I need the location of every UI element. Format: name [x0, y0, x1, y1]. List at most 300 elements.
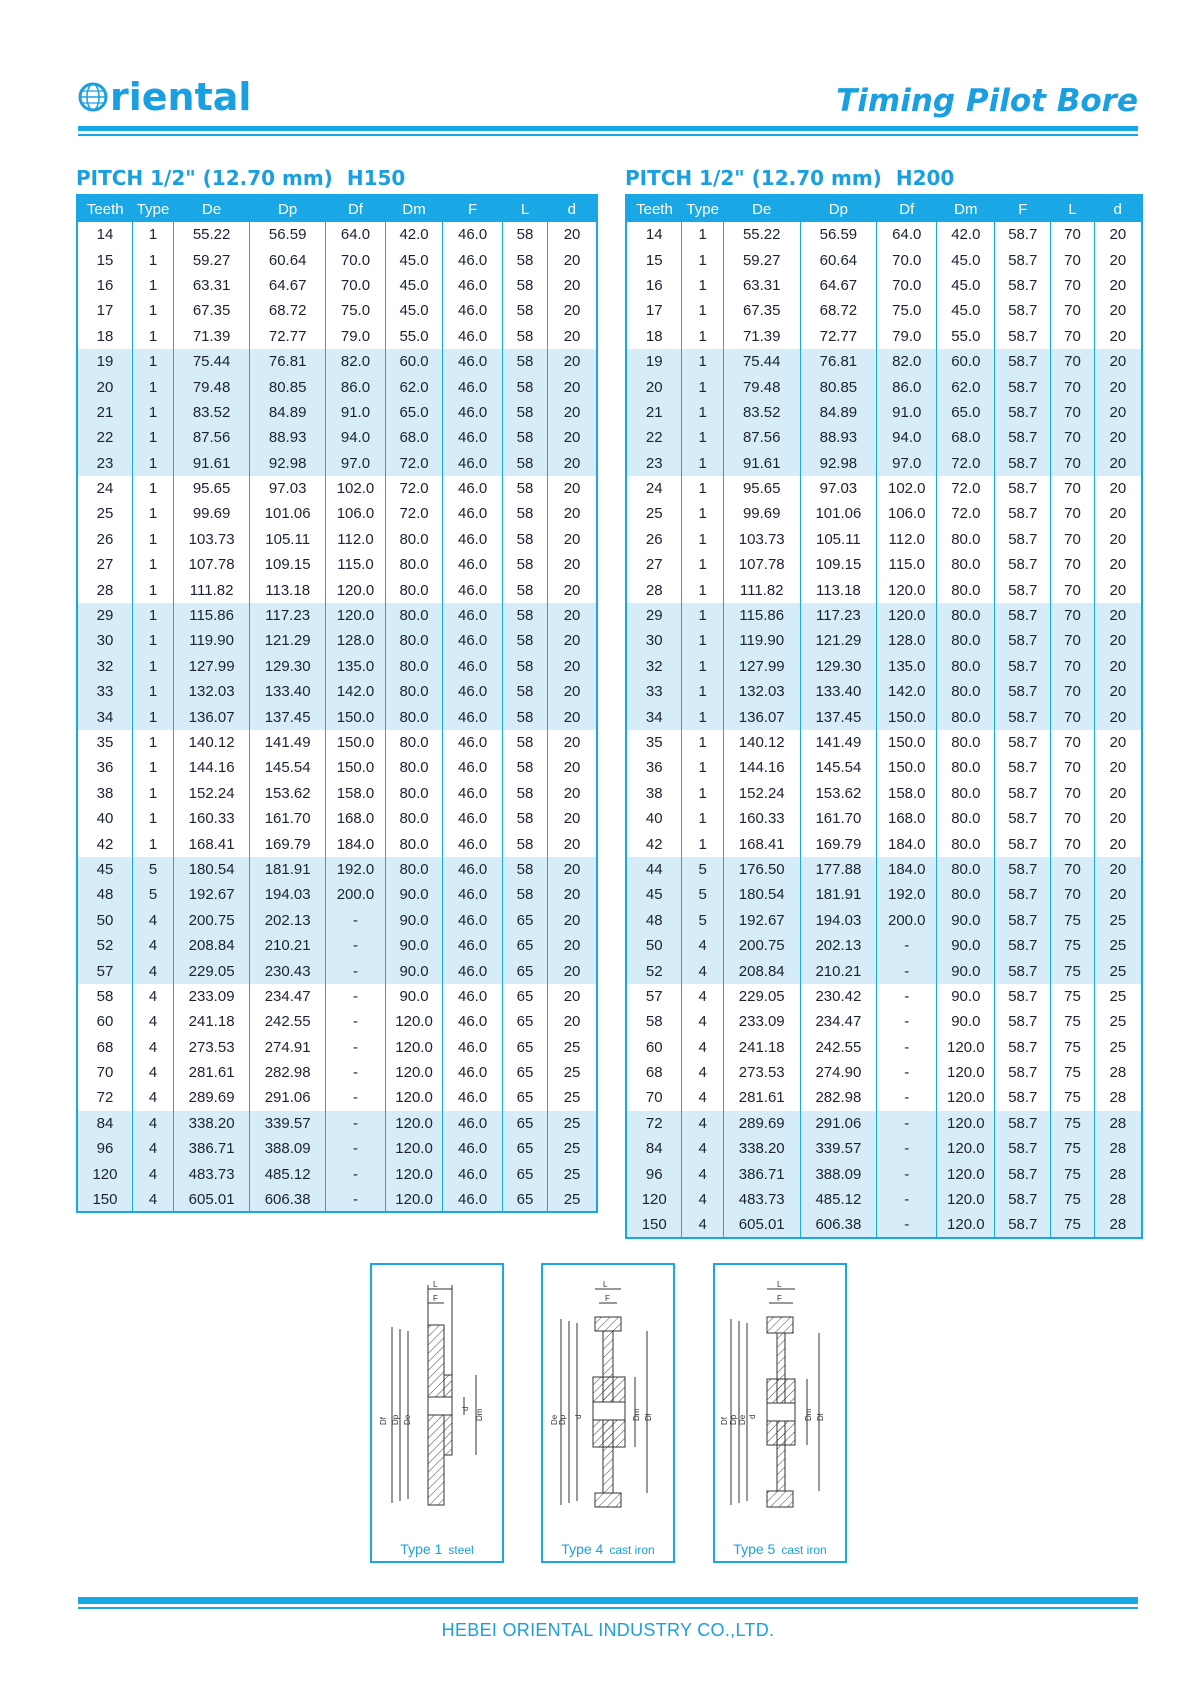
table-cell: 291.06	[800, 1111, 877, 1136]
table-cell: 105.11	[800, 527, 877, 552]
table-cell: 234.47	[250, 984, 326, 1009]
table-cell: 18	[645, 327, 663, 345]
table-cell: 58.7	[995, 400, 1051, 425]
table-cell: 91.0	[326, 400, 386, 425]
table-cell: 19	[626, 349, 682, 374]
table-cell: 55.22	[723, 222, 800, 247]
table-cell: -	[326, 1136, 386, 1161]
table-cell: 1	[682, 476, 723, 501]
dim-De-label: De	[403, 1414, 412, 1425]
table-cell: 65	[502, 1060, 547, 1085]
table-cell: 46.0	[443, 857, 503, 882]
table-row	[626, 1187, 1142, 1212]
table-row	[77, 755, 597, 780]
table-cell: 20	[1094, 552, 1142, 577]
table-cell: 70	[1051, 222, 1095, 247]
table-cell: -	[326, 1009, 386, 1034]
table-cell: 20	[548, 1009, 597, 1034]
table-cell: 485.12	[250, 1161, 326, 1186]
table-cell: 58.7	[995, 527, 1051, 552]
table-cell: 58.7	[995, 1085, 1051, 1110]
table-cell: 5	[682, 882, 723, 907]
table-cell: 184.0	[326, 831, 386, 856]
pitch-label: PITCH 1/2" (12.70 mm)	[625, 166, 882, 190]
table-cell: 233.09	[174, 984, 250, 1009]
table-cell: 291.06	[250, 1085, 326, 1110]
table-cell: 58.7	[995, 933, 1051, 958]
table-cell: 46.0	[443, 527, 503, 552]
pitch-label: PITCH 1/2" (12.70 mm)	[76, 166, 333, 190]
dim-Dm-label: Dm	[475, 1408, 484, 1421]
table-cell: 75	[1051, 1085, 1095, 1110]
column-header: Teeth	[77, 195, 132, 222]
table-cell: 242.55	[800, 1035, 877, 1060]
table-cell: 20	[1094, 577, 1142, 602]
table-cell: 60.64	[800, 247, 877, 272]
table-cell: 140.12	[723, 730, 800, 755]
table-body	[77, 222, 597, 1212]
table-cell: 46.0	[443, 755, 503, 780]
table-cell: 90.0	[385, 958, 443, 983]
table-cell: 192.67	[723, 908, 800, 933]
table-cell: 58	[502, 247, 547, 272]
table-cell: 129.30	[800, 654, 877, 679]
table-cell: 1	[132, 577, 173, 602]
table-cell: 168.41	[174, 831, 250, 856]
table-cell: 70	[1051, 577, 1095, 602]
table-cell: 80.0	[385, 730, 443, 755]
table-cell: 101.06	[250, 501, 326, 526]
table-row	[77, 476, 597, 501]
table-cell: 62.0	[937, 374, 995, 399]
table-cell: 194.03	[800, 908, 877, 933]
table-cell: 121.29	[800, 628, 877, 653]
table-cell: 4	[682, 933, 723, 958]
table-cell: 42.0	[937, 222, 995, 247]
table-cell: 20	[548, 654, 597, 679]
table-cell: 169.79	[800, 831, 877, 856]
table-cell: 96	[626, 1161, 682, 1186]
dim-L-label: L	[777, 1280, 782, 1289]
table-cell: 120.0	[937, 1187, 995, 1212]
table-cell: 120.0	[937, 1085, 995, 1110]
table-cell: 58.7	[995, 603, 1051, 628]
table-cell: -	[326, 1161, 386, 1186]
table-cell: 96	[77, 1136, 132, 1161]
table-cell: 4	[682, 984, 723, 1009]
table-cell: 20	[548, 349, 597, 374]
table-cell: 137.45	[800, 704, 877, 729]
table-cell: 20	[548, 501, 597, 526]
table-cell: 120	[626, 1187, 682, 1212]
table-cell: 38	[645, 784, 663, 802]
page-header	[78, 75, 1138, 125]
table-row	[77, 501, 597, 526]
table-cell: 50	[626, 933, 682, 958]
table-cell: 177.88	[800, 857, 877, 882]
table-cell: 120.0	[385, 1187, 443, 1212]
table-row	[77, 400, 597, 425]
table-cell: 103.73	[174, 527, 250, 552]
dim-d-label: d	[461, 1406, 470, 1411]
table-cell: 20	[548, 933, 597, 958]
diagram-caption	[543, 1541, 673, 1557]
table-cell: 136.07	[174, 704, 250, 729]
table-cell: 46.0	[443, 577, 503, 602]
table-cell: 158.0	[877, 781, 937, 806]
table-cell: 70	[1051, 247, 1095, 272]
table-cell: 75	[1051, 908, 1095, 933]
table-cell: 120.0	[385, 1136, 443, 1161]
table-row	[77, 451, 597, 476]
table-cell: 20	[1094, 247, 1142, 272]
table-cell: 35	[96, 734, 114, 751]
table-cell: 606.38	[800, 1212, 877, 1237]
table-cell: 58.7	[995, 222, 1051, 247]
table-cell: 90.0	[937, 933, 995, 958]
table-cell: 120.0	[385, 1085, 443, 1110]
table-cell: 35	[645, 734, 663, 751]
table-cell: 119.90	[723, 628, 800, 653]
table-cell: 45.0	[937, 247, 995, 272]
table-row	[626, 882, 1142, 907]
table-cell: 606.38	[250, 1187, 326, 1212]
table-cell: 90.0	[385, 984, 443, 1009]
table-cell: 25	[548, 1111, 597, 1136]
table-cell: 230.43	[250, 958, 326, 983]
table-cell: 107.78	[723, 552, 800, 577]
table-cell: 1	[132, 476, 173, 501]
table-row	[626, 1060, 1142, 1085]
table-cell: 135.0	[326, 654, 386, 679]
page-title: Timing Pilot Bore	[836, 83, 1138, 119]
table-cell: 55.0	[385, 324, 443, 349]
table-cell: 605.01	[174, 1187, 250, 1212]
table-cell: 65	[502, 1035, 547, 1060]
table-cell: 121.29	[250, 628, 326, 653]
table-cell: 76.81	[250, 349, 326, 374]
table-cell: 58.7	[995, 451, 1051, 476]
table-cell: 46.0	[443, 1111, 503, 1136]
table-cell: 120.0	[385, 1111, 443, 1136]
table-cell: 32	[626, 654, 682, 679]
table-row	[77, 324, 597, 349]
table-cell: 20	[548, 222, 597, 247]
table-cell: 90.0	[385, 933, 443, 958]
table-cell: 282.98	[250, 1060, 326, 1085]
table-cell: 1	[132, 451, 173, 476]
table-cell: 153.62	[800, 781, 877, 806]
table-cell: 58.7	[995, 679, 1051, 704]
table-cell: 18	[96, 327, 114, 345]
table-cell: 4	[132, 1009, 173, 1034]
column-header: Df	[877, 195, 937, 222]
table-row	[77, 933, 597, 958]
table-cell: 106.0	[877, 501, 937, 526]
table-row	[77, 857, 597, 882]
table-cell: 58.7	[995, 577, 1051, 602]
table-cell: 192.67	[174, 882, 250, 907]
model-label: H200	[895, 166, 955, 190]
table-cell: 20	[1094, 755, 1142, 780]
table-cell: 70	[1051, 298, 1095, 323]
brand-logo	[78, 75, 251, 119]
table-row	[626, 704, 1142, 729]
table-cell: 45.0	[385, 273, 443, 298]
column-header: L	[502, 195, 547, 222]
table-cell: 65	[502, 1161, 547, 1186]
table-cell: 184.0	[877, 857, 937, 882]
table-cell: 150.0	[877, 704, 937, 729]
table-cell: 233.09	[723, 1009, 800, 1034]
table-row	[626, 857, 1142, 882]
table-cell: 145.54	[250, 755, 326, 780]
table-cell: 5	[132, 857, 173, 882]
table-cell: 1	[682, 654, 723, 679]
table-cell: 20	[1094, 628, 1142, 653]
table-cell: 33	[77, 679, 132, 704]
table-cell: 1	[682, 577, 723, 602]
table-cell: 86.0	[877, 374, 937, 399]
table-cell: 46.0	[443, 704, 503, 729]
table-row	[77, 552, 597, 577]
table-cell: 20	[77, 374, 132, 399]
table-cell: 28	[1094, 1161, 1142, 1186]
table-cell: 46.0	[443, 908, 503, 933]
table-cell: 281.61	[174, 1060, 250, 1085]
table-cell: -	[877, 984, 937, 1009]
table-cell: 59.27	[174, 247, 250, 272]
table-cell: 75	[1051, 1212, 1095, 1237]
table-cell: 46.0	[443, 806, 503, 831]
table-cell: 58	[502, 552, 547, 577]
column-header: Type	[132, 195, 173, 222]
table-cell: 150.0	[326, 755, 386, 780]
table-cell: 21	[626, 400, 682, 425]
table-cell: 42	[96, 835, 114, 853]
table-cell: 20	[548, 628, 597, 653]
table-row	[77, 527, 597, 552]
table-cell: 281.61	[723, 1085, 800, 1110]
table-cell: 80.0	[385, 654, 443, 679]
table-row	[626, 451, 1142, 476]
table-cell: 230.42	[800, 984, 877, 1009]
table-row	[626, 831, 1142, 856]
table-cell: 90.0	[937, 984, 995, 1009]
table-row	[77, 603, 597, 628]
table-cell: 26	[645, 530, 663, 548]
table-cell: 4	[132, 1111, 173, 1136]
table-cell: 46.0	[443, 628, 503, 653]
table-cell: 20	[1094, 527, 1142, 552]
table-row	[626, 476, 1142, 501]
table-cell: 115.86	[174, 603, 250, 628]
table-cell: 20	[1094, 349, 1142, 374]
table-cell: 58	[502, 755, 547, 780]
table-row	[626, 247, 1142, 272]
table-row	[77, 679, 597, 704]
table-cell: -	[877, 933, 937, 958]
diagram-type4	[541, 1263, 675, 1563]
table-row	[77, 1085, 597, 1110]
table-cell: 153.62	[250, 781, 326, 806]
table-cell: 46.0	[443, 654, 503, 679]
table-cell: 109.15	[800, 552, 877, 577]
table-cell: 150	[77, 1187, 132, 1212]
table-cell: 168.0	[326, 806, 386, 831]
table-cell: 25	[1094, 958, 1142, 983]
table-cell: 128.0	[326, 628, 386, 653]
dim-Dm-label: Dm	[632, 1408, 641, 1421]
table-cell: 26	[96, 530, 114, 548]
table-cell: 46.0	[443, 933, 503, 958]
table-cell: 70	[1051, 781, 1095, 806]
dim-F-label: F	[777, 1294, 782, 1303]
dim-Df-label: Df	[379, 1417, 388, 1425]
table-cell: 112.0	[326, 527, 386, 552]
table-cell: 58.7	[995, 1111, 1051, 1136]
table-cell: 20	[1094, 374, 1142, 399]
model-label: H150	[346, 166, 406, 190]
table-cell: 58.7	[995, 1136, 1051, 1161]
table-cell: 1	[132, 654, 173, 679]
column-header: Type	[682, 195, 723, 222]
table-cell: 4	[682, 1161, 723, 1186]
table-cell: 4	[132, 1085, 173, 1110]
table-cell: 46.0	[443, 425, 503, 450]
table-cell: 65	[502, 1187, 547, 1212]
table-cell: 483.73	[174, 1161, 250, 1186]
table-cell: 161.70	[250, 806, 326, 831]
table-cell: 46.0	[443, 958, 503, 983]
table-cell: 120.0	[937, 1060, 995, 1085]
table-cell: -	[877, 1161, 937, 1186]
table-cell: 75	[1051, 1187, 1095, 1212]
table-cell: 33	[626, 679, 682, 704]
table-cell: 5	[132, 882, 173, 907]
table-cell: 111.82	[723, 577, 800, 602]
table-cell: 46.0	[443, 679, 503, 704]
table-cell: 70	[1051, 400, 1095, 425]
table-cell: 1	[132, 324, 173, 349]
table-cell: 20	[548, 552, 597, 577]
table-cell: 28	[1094, 1187, 1142, 1212]
table-cell: 386.71	[174, 1136, 250, 1161]
table-cell: 24	[645, 480, 663, 498]
table-cell: 25	[1094, 984, 1142, 1009]
table-cell: 87.56	[174, 425, 250, 450]
table-cell: 117.23	[250, 603, 326, 628]
table-row	[77, 730, 597, 755]
table-cell: 20	[548, 781, 597, 806]
table-cell: 25	[96, 505, 114, 523]
table-cell: 70	[1051, 679, 1095, 704]
table-cell: 4	[682, 1212, 723, 1237]
table-cell: 58.7	[995, 1060, 1051, 1085]
table-cell: 141.49	[250, 730, 326, 755]
table-cell: 70	[1051, 628, 1095, 653]
column-header: Teeth	[626, 195, 682, 222]
table-cell: 1	[132, 527, 173, 552]
table-cell: -	[326, 984, 386, 1009]
table-row	[626, 628, 1142, 653]
table-cell: 72.0	[937, 451, 995, 476]
table-cell: 92.98	[250, 451, 326, 476]
table-row	[626, 273, 1142, 298]
column-header: d	[1094, 195, 1142, 222]
table-cell: 70.0	[326, 273, 386, 298]
table-cell: 55.22	[174, 222, 250, 247]
table-cell: 4	[682, 1085, 723, 1110]
table-panel-h150	[76, 166, 598, 1213]
table-cell: 20	[1094, 324, 1142, 349]
table-row	[77, 984, 597, 1009]
table-cell: 144.16	[174, 755, 250, 780]
table-cell: -	[877, 1111, 937, 1136]
table-cell: 20	[1094, 501, 1142, 526]
table-cell: 20	[548, 958, 597, 983]
table-cell: 120.0	[385, 1035, 443, 1060]
table-cell: 20	[1094, 476, 1142, 501]
table-cell: 80.0	[385, 704, 443, 729]
table-cell: 1	[682, 679, 723, 704]
table-cell: 46.0	[443, 451, 503, 476]
table-row	[626, 1136, 1142, 1161]
table-cell: 91.61	[174, 451, 250, 476]
table-row	[626, 1212, 1142, 1237]
table-cell: 70.0	[877, 247, 937, 272]
table-cell: 68.0	[385, 425, 443, 450]
table-cell: 120.0	[937, 1136, 995, 1161]
table-cell: 70	[96, 1064, 114, 1082]
table-cell: 127.99	[723, 654, 800, 679]
table-cell: 42.0	[385, 222, 443, 247]
table-cell: 80.0	[937, 577, 995, 602]
table-cell: 120.0	[385, 1161, 443, 1186]
column-header: F	[995, 195, 1051, 222]
table-cell: 58	[96, 987, 114, 1005]
table-cell: 70	[645, 1089, 663, 1107]
table-cell: 80.0	[385, 603, 443, 628]
table-cell: 58.7	[995, 349, 1051, 374]
table-cell: 80.0	[937, 806, 995, 831]
table-cell: 20	[548, 908, 597, 933]
table-cell: 46.0	[443, 831, 503, 856]
table-cell: 144.16	[723, 755, 800, 780]
table-cell: 70	[1051, 831, 1095, 856]
table-cell: 120.0	[326, 603, 386, 628]
table-cell: 1	[682, 755, 723, 780]
table-cell: 60.64	[250, 247, 326, 272]
table-cell: 1	[682, 425, 723, 450]
table-cell: 82.0	[326, 349, 386, 374]
table-cell: 97.0	[877, 451, 937, 476]
table-cell: 91.0	[877, 400, 937, 425]
table-cell: 129.30	[250, 654, 326, 679]
table-cell: 58.7	[995, 831, 1051, 856]
table-cell: 115.0	[877, 552, 937, 577]
table-cell: 27	[96, 556, 114, 574]
table-cell: 133.40	[800, 679, 877, 704]
table-cell: 22	[77, 425, 132, 450]
table-cell: 25	[1094, 933, 1142, 958]
table-cell: 120	[77, 1161, 132, 1186]
table-cell: 82.0	[877, 349, 937, 374]
table-cell: 46.0	[443, 1009, 503, 1034]
table-header-row	[77, 195, 597, 222]
table-cell: 20	[548, 247, 597, 272]
table-cell: 141.49	[800, 730, 877, 755]
